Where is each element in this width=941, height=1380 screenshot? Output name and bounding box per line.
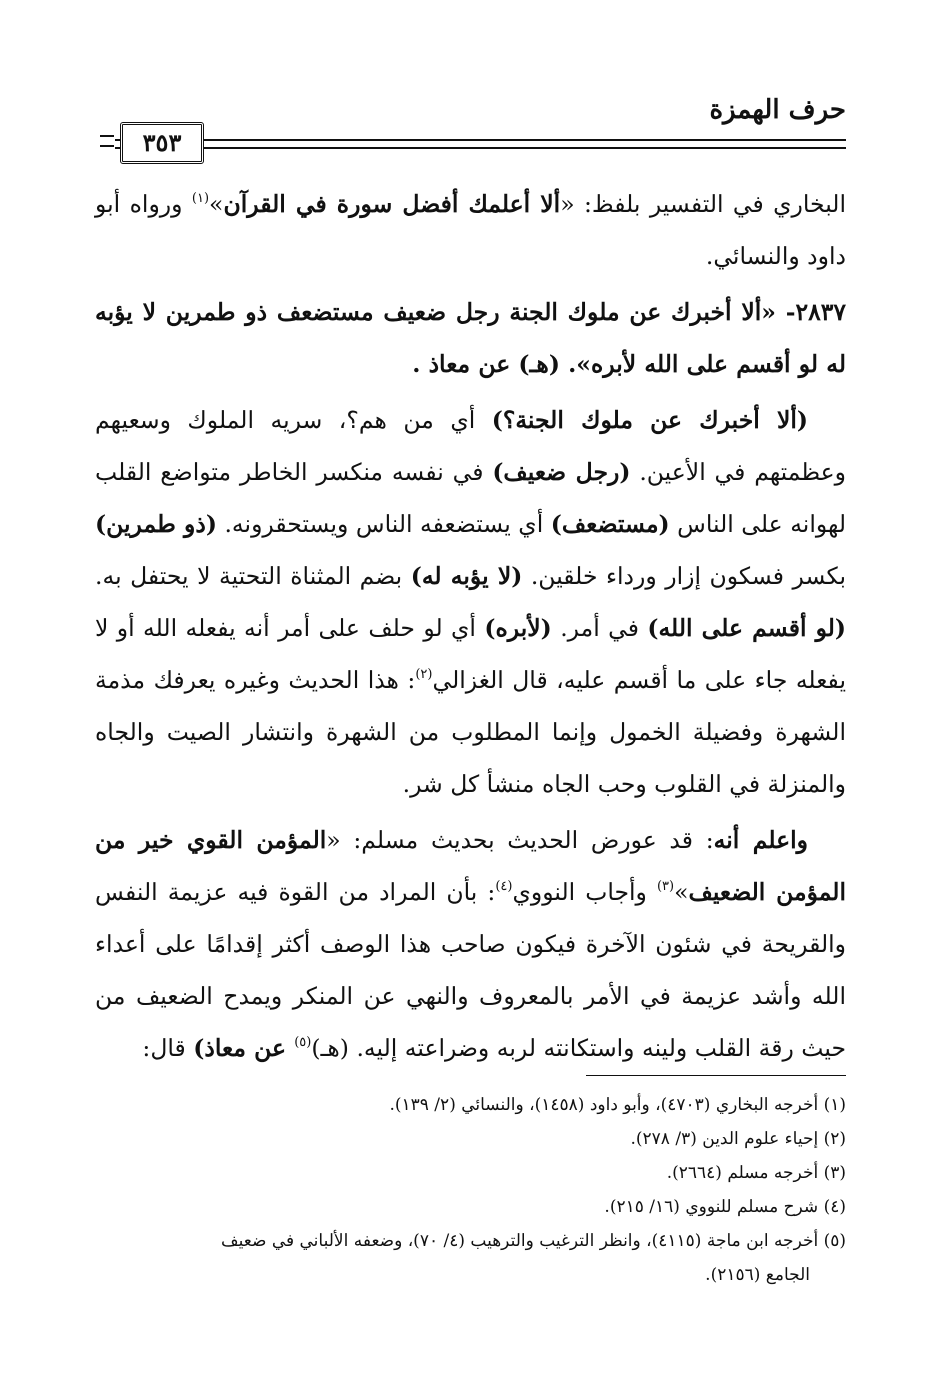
footnote-ref: (٥) [294, 1035, 312, 1050]
lemma: (ذو طمرين) [95, 510, 217, 538]
text-run: في نفسه منكسر الخاطر متواضع القلب لهوانه على الناس [95, 458, 846, 538]
footnote-ref: (٣) [656, 879, 675, 894]
footnote-5-continued: الجامع (٢١٥٦). [705, 1265, 810, 1285]
page-number: ٣٥٣ [120, 122, 204, 164]
footnote-ref: (٢) [415, 667, 433, 682]
header-rule [115, 139, 846, 149]
text-run: قال: [142, 1034, 194, 1062]
main-text [95, 178, 846, 1078]
text-run: بضم المثناة التحتية لا يحتفل به. [95, 562, 411, 590]
running-title: حرف الهمزة [709, 95, 846, 125]
paragraph-note [95, 814, 846, 1074]
text-run: » [209, 190, 224, 218]
footnote-5: (٥) أخرجه ابن ماجة (٤١١٥)، وانظر الترغيب والترهيب (٤/ ٧٠)، وضعفه الألباني في ضعيف [221, 1231, 846, 1251]
paragraph-1 [95, 178, 846, 282]
lemma: (ألا أخبرك عن ملوك الجنة؟) [491, 406, 809, 434]
lemma: واعلم أنه [713, 826, 809, 854]
footnote-ref: (١) [191, 191, 210, 206]
text-run: البخاري في التفسير بلفظ: « [560, 190, 846, 218]
lemma: (لو أقسم على الله) [647, 614, 846, 642]
text-run: أي يستضعفه الناس ويستحقرونه. [216, 510, 551, 538]
footnote-2: (٢) إحياء علوم الدين (٣/ ٢٧٨). [630, 1129, 846, 1149]
text-run: بكسر فسكون إزار ورداء خلقين. [522, 562, 846, 590]
footnote-ref: (٤) [495, 879, 513, 894]
text-run: (هـ) [311, 1034, 349, 1062]
lemma: (مستضعف) [550, 510, 670, 538]
footnote-separator [586, 1075, 846, 1076]
text-run: : قد عورض الحديث بحديث مسلم: « [326, 826, 714, 854]
hadith-2837: ٢٨٣٧- «ألا أخبرك عن ملوك الجنة رجل ضعيف مستضعف ذو طمرين لا يؤبه له لو أقسم على الله لأبره». (هـ) عن معاذ . [95, 298, 846, 378]
text-run: : بأن المراد من القوة فيه عزيمة النفس والقريحة في شئون الآخرة فيكون صاحب هذا الوصف أكثر إقدامًا على أعداء الله وأشد عزيمة في الأمر بالمعروف والنهي عن المنكر ويمدح الضعيف من حيث رقة القلب ولينه واستكانته لربه وضراعته إليه. [95, 878, 846, 1062]
lemma: (رجل ضعيف) [492, 458, 631, 486]
lemma: (لا يؤبه له) [410, 562, 523, 590]
quoted-hadith: المؤمن القوي خير من المؤمن الضعيف [95, 826, 846, 906]
text-run: : هذا الحديث وغيره يعرفك مذمة الشهرة وفضيلة الخمول وإنما المطلوب من الشهرة وانتشار الصيت والجاه والمنزلة في القلوب وحب الجاه منشأ كل شر. [95, 666, 846, 798]
lemma: (لأبره) [484, 614, 552, 642]
text-run: في أمر. [551, 614, 648, 642]
paragraph-commentary [95, 394, 846, 810]
text-run: ورواه أبو داود والنسائي. [95, 190, 846, 270]
text-run: وأجاب النووي [512, 878, 657, 906]
footnotes [95, 1088, 846, 1292]
footnote-3: (٣) أخرجه مسلم (٢٦٦٤). [666, 1163, 846, 1183]
text-run: أي لو حلف على أمر أنه يفعله الله أو لا يفعله جاء على ما أقسم عليه، قال الغزالي [95, 614, 846, 694]
text-run: أي من هم؟، سريه الملوك وسعيهم وعظمتهم في الأعين. [95, 406, 846, 486]
footnote-4: (٤) شرح مسلم للنووي (١٦/ ٢١٥). [604, 1197, 846, 1217]
quoted-hadith: ألا أعلمك أفضل سورة في القرآن [223, 190, 561, 218]
text-run: » [674, 878, 689, 906]
lemma: عن معاذ) [193, 1034, 295, 1062]
header-rule-end [100, 135, 114, 147]
footnote-1: (١) أخرجه البخاري (٤٧٠٣)، وأبو داود (١٤٥٨)، والنسائي (٢/ ١٣٩). [389, 1095, 846, 1115]
